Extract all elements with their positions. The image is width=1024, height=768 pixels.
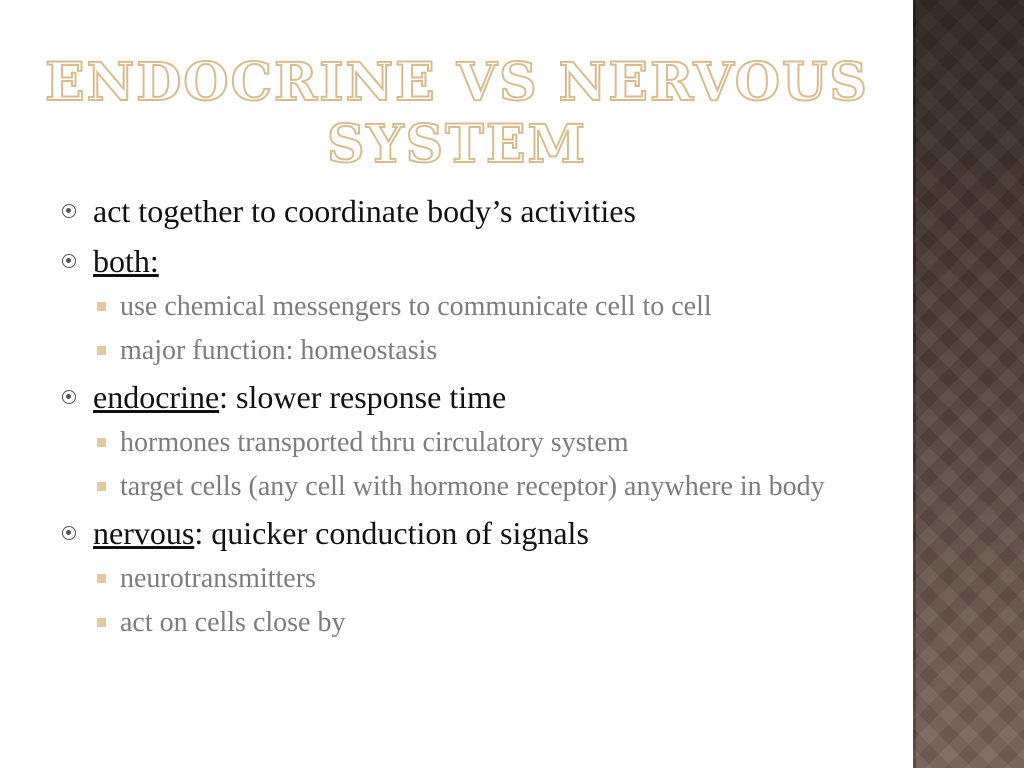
sub-bullet-item (60, 334, 890, 368)
square-bullet-icon (97, 346, 106, 355)
sub-bullet-item (60, 426, 890, 460)
bullet-item (60, 192, 890, 230)
sub-bullet-text: use chemical messengers to communicate cell to cell (120, 291, 712, 322)
square-bullet-icon (97, 574, 106, 583)
sub-bullet-list (60, 562, 890, 640)
circled-dot-icon (62, 254, 76, 268)
square-bullet-icon (97, 482, 106, 491)
sub-bullet-list (60, 426, 890, 504)
square-bullet-icon (97, 618, 106, 627)
circled-dot-icon (62, 526, 76, 540)
sub-bullet-text: target cells (any cell with hormone receptor) anywhere in body (120, 471, 825, 502)
sub-bullet-text: hormones transported thru circulatory system (120, 427, 629, 458)
slide-title: ENDOCRINE VS NERVOUS SYSTEM (45, 52, 869, 175)
bullet-item (60, 242, 890, 280)
bullet-lead: nervous (93, 515, 195, 551)
sub-bullet-text: major function: homeostasis (120, 335, 438, 366)
sub-bullet-item (60, 606, 890, 640)
sub-bullet-item (60, 290, 890, 324)
square-bullet-icon (97, 438, 106, 447)
circled-dot-icon (62, 390, 76, 404)
sub-bullet-text: neurotransmitters (120, 563, 316, 594)
bullet-lead: both: (93, 243, 159, 279)
slide-body (60, 192, 890, 650)
sub-bullet-item (60, 562, 890, 596)
bullet-text: : quicker conduction of signals (194, 515, 589, 551)
square-bullet-icon (97, 302, 106, 311)
bullet-text: : slower response time (219, 379, 507, 415)
sub-bullet-text: act on cells close by (120, 607, 346, 638)
sub-bullet-list (60, 290, 890, 368)
decorative-side-band (913, 0, 1024, 768)
bullet-lead: endocrine (93, 379, 220, 415)
bullet-item (60, 378, 890, 416)
bullet-text: act together to coordinate body’s activities (93, 193, 636, 229)
sub-bullet-item (60, 470, 890, 504)
bullet-item (60, 514, 890, 552)
circled-dot-icon (62, 204, 76, 218)
